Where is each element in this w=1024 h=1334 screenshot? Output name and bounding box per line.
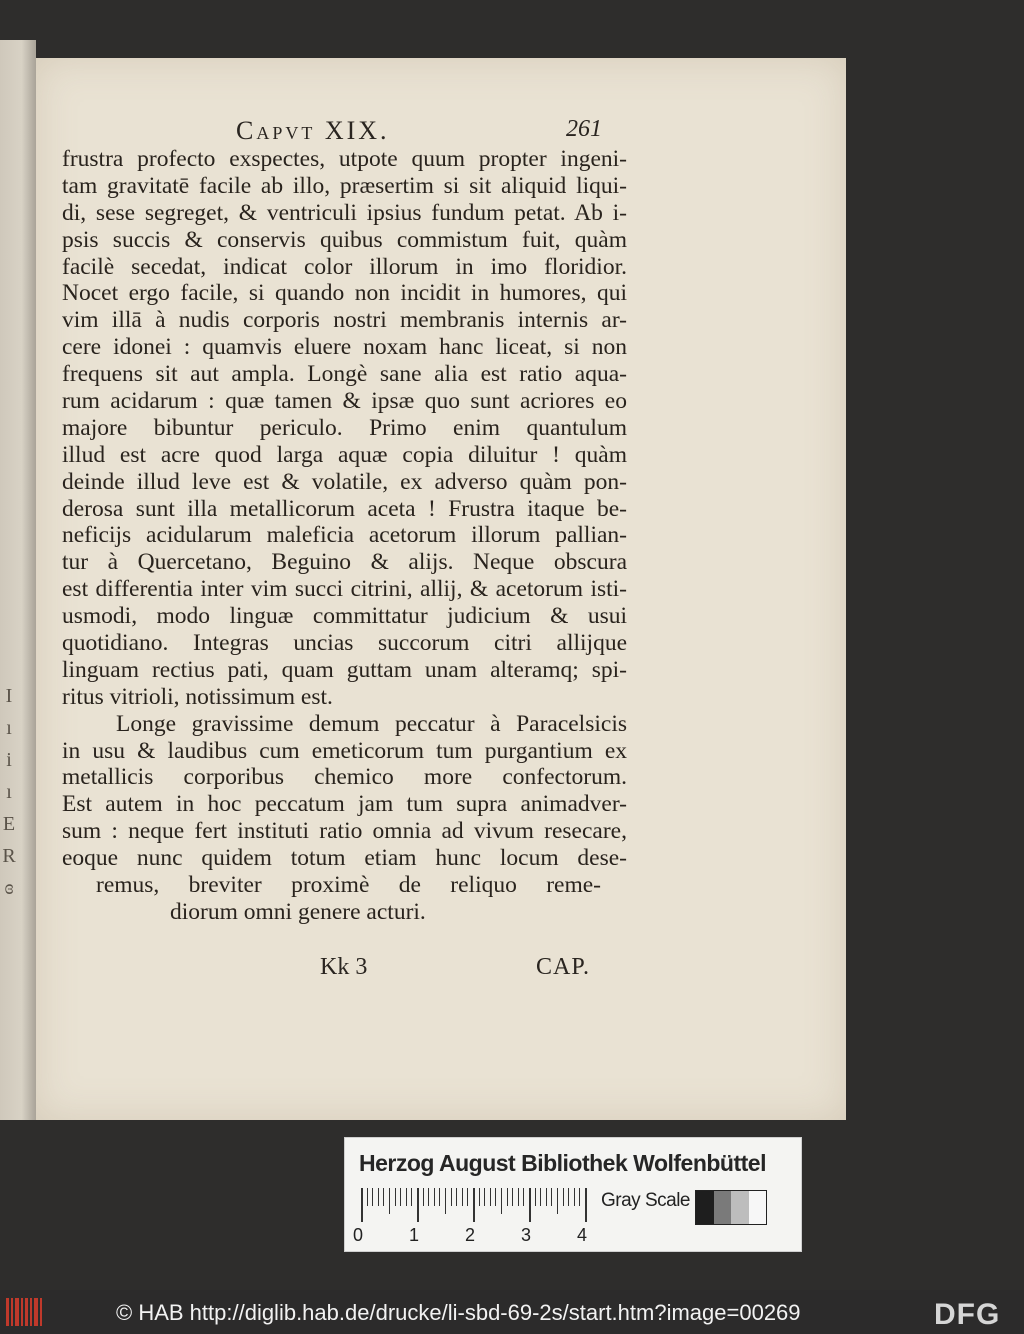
page-number: 261 (566, 116, 602, 142)
ruler-tick (529, 1188, 531, 1222)
gray-swatch (696, 1191, 714, 1224)
previous-page-marks (2, 680, 16, 904)
ruler-tick (417, 1188, 419, 1222)
ruler-tick (439, 1188, 440, 1206)
ruler-tick (462, 1188, 463, 1206)
ruler-tick (546, 1188, 547, 1206)
text-line: linguam rectius pati, quam guttam unam alteramq; spi- (62, 656, 627, 683)
ruler-tick (434, 1188, 435, 1206)
ruler-tick (568, 1188, 569, 1206)
ruler-tick (551, 1188, 552, 1206)
text-line: sum : neque fert instituti ratio omnia ad vivum resecare, (62, 818, 627, 845)
text-line: tam gravitatē facile ab illo, præsertim si sit aliquid liqui- (62, 172, 627, 199)
prev-page-mark: i (6, 749, 12, 771)
text-line: eoque nunc quidem totum etiam hunc locum dese- (62, 845, 627, 872)
ruler-tick (389, 1188, 390, 1214)
ruler-number: 1 (409, 1225, 420, 1245)
text-line: frustra profecto exspectes, utpote quum propter ingeni- (62, 146, 627, 172)
ruler-tick (518, 1188, 519, 1206)
prev-page-mark: ı (6, 717, 12, 739)
text-line: majore bibuntur periculo. Primo enim quantulum (62, 414, 627, 441)
signature-mark: Kk 3 (320, 954, 368, 980)
ruler-tick (367, 1188, 368, 1206)
ruler-tick (523, 1188, 524, 1206)
ruler-tick (361, 1188, 363, 1222)
viewer-footer (0, 1290, 1024, 1334)
body-text (62, 146, 627, 926)
text-line: est differentia inter vim succi citrini, allij, & acetorum isti- (62, 576, 627, 603)
text-line: derosa sunt illa metallicorum aceta ! Frustra itaque be- (62, 495, 627, 522)
ruler-tick (479, 1188, 480, 1206)
text-line: cere idonei : quamvis eluere noxam hanc liceat, si non (62, 334, 627, 361)
text-line: quotidiano. Integras uncias succorum citri allijque (62, 630, 627, 657)
text-line: neficijs acidularum maleficia acetorum illorum pallian- (62, 522, 627, 549)
ruler-tick (540, 1188, 541, 1206)
text-line: frequens sit aut ampla. Longè sane alia est ratio aqua- (62, 361, 627, 388)
ruler-tick (501, 1188, 502, 1214)
gray-swatch (749, 1191, 767, 1224)
ruler (361, 1188, 591, 1224)
prev-page-mark: I (5, 685, 13, 707)
ruler-tick (406, 1188, 407, 1206)
text-line: deinde illud leve est & volatile, ex adverso quàm pon- (62, 468, 627, 495)
ruler-tick (467, 1188, 468, 1206)
gray-swatch (714, 1191, 732, 1224)
ruler-tick (557, 1188, 558, 1214)
gray-scale-label: Gray Scale (601, 1190, 690, 1211)
page-footer (36, 954, 846, 988)
ruler-tick (456, 1188, 457, 1206)
ruler-tick (445, 1188, 446, 1214)
ruler-number: 2 (465, 1225, 476, 1245)
ruler-tick (451, 1188, 452, 1206)
ruler-tick (411, 1188, 412, 1206)
ruler-tick (484, 1188, 485, 1206)
text-line: Est autem in hoc peccatum jam tum supra animadver- (62, 791, 627, 818)
gray-swatch (731, 1191, 749, 1224)
prev-page-mark: ı (6, 781, 12, 803)
barcode-icon (6, 1298, 44, 1326)
prev-page-mark: R (2, 845, 16, 867)
ruler-tick (512, 1188, 513, 1206)
text-line: Longe gravissime demum peccatur à Paracelsicis (116, 710, 627, 737)
ruler-number: 4 (577, 1225, 588, 1245)
ruler-tick (423, 1188, 424, 1206)
gray-scale-swatches (695, 1190, 767, 1225)
previous-page-edge (0, 40, 36, 1120)
color-scale-card (344, 1137, 802, 1252)
ruler-tick (383, 1188, 384, 1206)
ruler-tick (507, 1188, 508, 1206)
ruler-tick (372, 1188, 373, 1206)
text-line: tur à Quercetano, Beguino & alijs. Neque obscura (62, 549, 627, 576)
text-line: Nocet ergo facile, si quando non incidit in humores, qui (62, 280, 627, 307)
ruler-tick (395, 1188, 396, 1206)
catchword: CAP. (536, 954, 591, 980)
ruler-tick (579, 1188, 580, 1206)
text-line: in usu & laudibus cum emeticorum tum purgantium ex (62, 737, 627, 764)
text-line: metallicis corporibus chemico more confectorum. (62, 764, 627, 791)
text-line: rum acidarum : quæ tamen & ipsæ quo sunt acriores eo (62, 388, 627, 415)
ruler-number: 0 (353, 1225, 364, 1245)
book-page (36, 58, 846, 1120)
ruler-tick (473, 1188, 475, 1222)
ruler-tick (574, 1188, 575, 1206)
ruler-tick (495, 1188, 496, 1206)
institution-name: Herzog August Bibliothek Wolfenbüttel (359, 1150, 766, 1176)
ruler-number: 3 (521, 1225, 532, 1245)
text-line: di, sese segreget, & ventriculi ipsius fundum petat. Ab i- (62, 199, 627, 226)
dfg-logo: DFG (934, 1298, 1001, 1331)
running-title: Capvt XIX. (236, 116, 390, 145)
ruler-tick (585, 1188, 587, 1222)
prev-page-mark: ɞ (4, 877, 14, 899)
prev-page-mark: E (2, 813, 16, 835)
copyright-link[interactable]: © HAB http://diglib.hab.de/drucke/li-sbd-69-2s/start.htm?image=00269 (116, 1300, 801, 1325)
ruler-tick (400, 1188, 401, 1206)
text-line: remus, breviter proximè de reliquo reme- (96, 872, 601, 899)
text-line: psis succis & conservis quibus commistum fuit, quàm (62, 226, 627, 253)
ruler-tick (428, 1188, 429, 1206)
text-line: illud est acre quod larga aquæ copia diluitur ! quàm (62, 441, 627, 468)
text-line: facilè secedat, indicat color illorum in imo floridior. (62, 253, 627, 280)
ruler-tick (563, 1188, 564, 1206)
text-line: ritus vitrioli, notissimum est. (62, 683, 333, 710)
text-line: diorum omni genere acturi. (170, 898, 426, 925)
ruler-numbers (353, 1225, 593, 1245)
text-line: usmodi, modo linguæ committatur judicium & usui (62, 603, 627, 630)
ruler-tick (535, 1188, 536, 1206)
ruler-tick (378, 1188, 379, 1206)
ruler-tick (490, 1188, 491, 1206)
text-line: vim illā à nudis corporis nostri membranis internis ar- (62, 307, 627, 334)
